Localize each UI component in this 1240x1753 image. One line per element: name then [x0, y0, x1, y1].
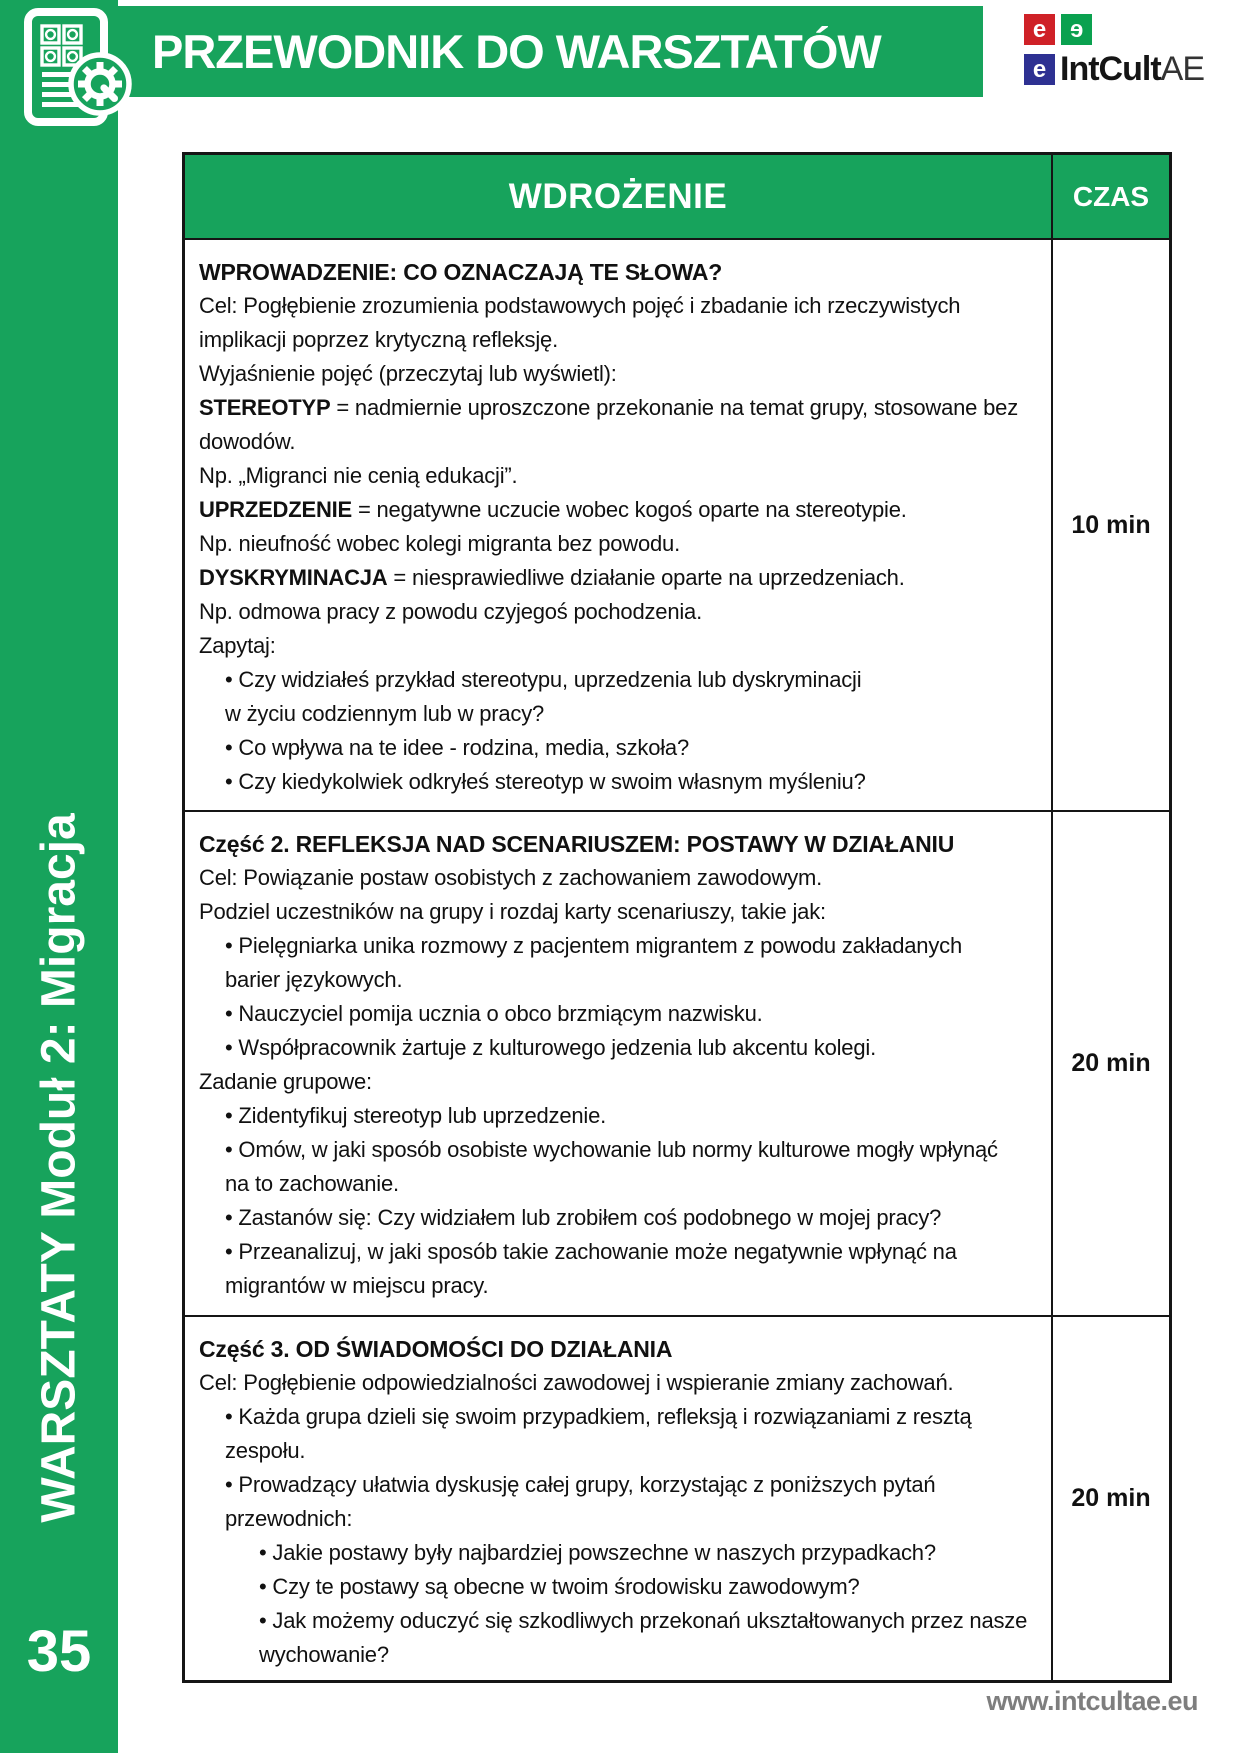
text-line: UPRZEDZENIE = negatywne uczucie wobec kogoś oparte na stereotypie.: [199, 497, 907, 522]
logo-face-red-icon: e: [1024, 14, 1055, 45]
text-line: Podziel uczestników na grupy i rozdaj karty scenariuszy, takie jak:: [199, 899, 826, 924]
text-line: • Jakie postawy były najbardziej powszechne w naszych przypadkach?: [259, 1540, 936, 1565]
logo-wordmark: IntCultAE: [1060, 50, 1204, 88]
text-line: Cel: Powiązanie postaw osobistych z zachowaniem zawodowym.: [199, 865, 823, 890]
text-line: Np. „Migranci nie cenią edukacji”.: [199, 463, 518, 488]
column-header-activity: WDROŻENIE: [185, 155, 1053, 240]
text-line: Np. odmowa pracy z powodu czyjegoś pochodzenia.: [199, 599, 703, 624]
text-line: Część 2. REFLEKSJA NAD SCENARIUSZEM: POSTAWY W DZIAŁANIU: [199, 831, 955, 857]
text-line: implikacji poprzez krytyczną refleksję.: [199, 327, 558, 352]
footer-website: www.intcultae.eu: [986, 1686, 1198, 1716]
column-header-time: CZAS: [1053, 155, 1169, 240]
logo-row-top: [1024, 14, 1204, 45]
table-row: [185, 1317, 1169, 1680]
activity-cell: [185, 240, 1053, 812]
text-line: Np. nieufność wobec kolegi migranta bez powodu.: [199, 531, 681, 556]
text-line: zespołu.: [225, 1438, 306, 1463]
logo-face-blue-icon: e: [1024, 54, 1055, 85]
table-row: [185, 812, 1169, 1317]
text-line: wychowanie?: [259, 1642, 389, 1667]
text-line: • Prowadzący ułatwia dyskusję całej grupy, korzystając z poniższych pytań: [225, 1472, 936, 1497]
text-line: Wyjaśnienie pojęć (przeczytaj lub wyświetl):: [199, 361, 617, 386]
time-cell: 20 min: [1071, 1484, 1151, 1512]
text-line: Cel: Pogłębienie zrozumienia podstawowych pojęć i zbadanie ich rzeczywistych: [199, 293, 961, 318]
text-line: Zapytaj:: [199, 633, 276, 658]
text-line: WPROWADZENIE: CO OZNACZAJĄ TE SŁOWA?: [199, 259, 723, 285]
workshop-table: [182, 152, 1172, 1683]
text-line: • Omów, w jaki sposób osobiste wychowanie lub normy kulturowe mogły wpłynąć: [225, 1137, 998, 1162]
text-line: • Czy widziałeś przykład stereotypu, uprzedzenia lub dyskryminacji: [225, 667, 862, 692]
activity-cell: [185, 1317, 1053, 1680]
text-line: Zadanie grupowe:: [199, 1069, 372, 1094]
text-line: STEREOTYP = nadmiernie uproszczone przekonanie na temat grupy, stosowane bez: [199, 395, 1019, 420]
text-line: dowodów.: [199, 429, 296, 454]
logo-face-green-icon: e: [1061, 14, 1092, 45]
logo-row-bottom: [1024, 50, 1204, 89]
time-cell: 20 min: [1053, 812, 1169, 1317]
sidebar-module-label: WARSZTATY Moduł 2: Migracja: [32, 813, 86, 1523]
time-cell: 10 min: [1053, 240, 1169, 812]
text-line: migrantów w miejscu pracy.: [225, 1273, 489, 1298]
text-line: barier językowych.: [225, 967, 403, 992]
text-line: Część 3. OD ŚWIADOMOŚCI DO DZIAŁANIA: [199, 1336, 673, 1362]
text-line: • Pielęgniarka unika rozmowy z pacjentem migrantem z powodu zakładanych: [225, 933, 962, 958]
intcultae-logo: [1024, 14, 1204, 94]
text-line: DYSKRYMINACJA = niesprawiedliwe działanie oparte na uprzedzeniach.: [199, 565, 905, 590]
text-line: • Współpracownik żartuje z kulturowego jedzenia lub akcentu kolegi.: [225, 1035, 876, 1060]
workshop-document-gear-icon: [12, 6, 136, 139]
text-line: przewodnich:: [225, 1506, 353, 1531]
page-title: PRZEWODNIK DO WARSZTATÓW: [152, 25, 881, 78]
text-line: Cel: Pogłębienie odpowiedzialności zawodowej i wspieranie zmiany zachowań.: [199, 1370, 954, 1395]
table-body: [185, 240, 1169, 1680]
text-line: • Każda grupa dzieli się swoim przypadkiem, refleksją i rozwiązaniami z resztą: [225, 1404, 972, 1429]
text-line: • Nauczyciel pomija ucznia o obco brzmiącym nazwisku.: [225, 1001, 763, 1026]
text-line: • Jak możemy oduczyć się szkodliwych przekonań ukształtowanych przez nasze: [259, 1608, 1028, 1633]
page-number: 35: [26, 1619, 92, 1684]
text-line: • Co wpływa na te idee - rodzina, media, szkoła?: [225, 735, 690, 760]
text-line: na to zachowanie.: [225, 1171, 399, 1196]
text-line: • Czy kiedykolwiek odkryłeś stereotyp w swoim własnym myśleniu?: [225, 769, 866, 794]
text-line: w życiu codziennym lub w pracy?: [225, 701, 545, 726]
sidebar-module-label-wrap: [0, 762, 118, 1574]
text-line: • Przeanalizuj, w jaki sposób takie zachowanie może negatywnie wpłynąć na: [225, 1239, 957, 1264]
table-row: [185, 240, 1169, 812]
table-header-row: [185, 155, 1169, 240]
text-line: • Zastanów się: Czy widziałem lub zrobiłem coś podobnego w mojej pracy?: [225, 1205, 942, 1230]
text-line: • Zidentyfikuj stereotyp lub uprzedzenie.: [225, 1103, 607, 1128]
text-line: • Czy te postawy są obecne w twoim środowisku zawodowym?: [259, 1574, 860, 1599]
activity-cell: [185, 812, 1053, 1317]
